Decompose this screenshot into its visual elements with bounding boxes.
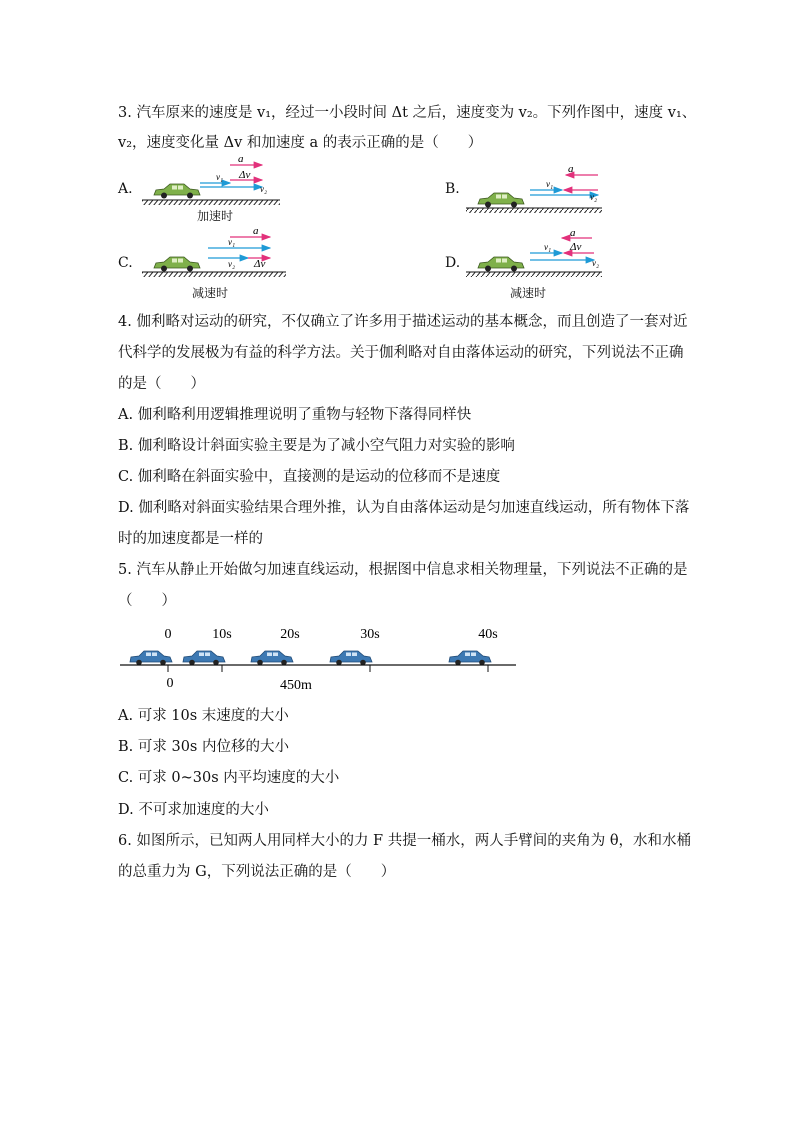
q3-option-b-figure: [462, 162, 612, 214]
q5-time-20s: 20s: [280, 627, 300, 642]
q3d-a-label: a: [570, 228, 576, 239]
q3b-a-label: a: [568, 163, 574, 175]
q3d-dv-label: Δv: [570, 241, 582, 253]
q3a-v1-label: v₁: [216, 172, 224, 182]
q6-stem-line1: 6. 如图所示，已知两人用同样大小的力 F 共提一桶水，两人手臂间的夹角为 θ，水和水桶: [118, 833, 692, 849]
q5-time-10s: 10s: [212, 627, 232, 642]
q3-option-d-label: D.: [445, 255, 461, 271]
q3-option-c-figure: [138, 224, 288, 284]
q3c-dv-label: Δv: [254, 258, 266, 270]
q3a-v2-label: v₂: [260, 184, 268, 194]
q6-stem-line2: 的总重力为 G，下列说法正确的是（ ）: [118, 864, 396, 880]
q4-option-a: A. 伽利略利用逻辑推理说明了重物与轻物下落得同样快: [118, 407, 472, 423]
q5-car-0: [130, 651, 172, 665]
q5-option-b: B. 可求 30s 内位移的大小: [118, 739, 289, 755]
q5-stem-line1: 5. 汽车从静止开始做匀加速直线运动，根据图中信息求相关物理量，下列说法不正确的是: [118, 562, 688, 578]
q5-time-30s: 30s: [360, 627, 380, 642]
q5-motion-figure: [118, 618, 518, 694]
q4-stem-line3: 的是（ ）: [118, 376, 205, 392]
q4-option-b: B. 伽利略设计斜面实验主要是为了减小空气阻力对实验的影响: [118, 438, 515, 454]
q3-option-c-label: C.: [118, 255, 133, 271]
q4-option-c: C. 伽利略在斜面实验中，直接测的是运动的位移而不是速度: [118, 469, 501, 485]
q3a-a-label: a: [238, 153, 244, 165]
q3b-v2-label: v₂: [590, 192, 598, 202]
q5-option-a: A. 可求 10s 末速度的大小: [118, 708, 289, 724]
q3-stem-line1: 3. 汽车原来的速度是 v₁，经过一小段时间 Δt 之后，速度变为 v₂。下列作图中，速度 v₁、: [118, 105, 697, 121]
q5-stem-line2: （ ）: [118, 593, 176, 609]
q3d-v1-label: v₁: [544, 242, 552, 252]
q3d-v2-label: v₂: [592, 258, 600, 268]
q3c-v2-label: v₂: [228, 259, 236, 269]
q3-option-b-label: B.: [445, 181, 460, 197]
q3-option-d-figure: [462, 228, 612, 284]
q5-car-10s: [183, 651, 225, 665]
q5-option-d: D. 不可求加速度的大小: [118, 802, 269, 818]
q3-option-d-caption: 减速时: [510, 286, 547, 300]
q5-time-40s: 40s: [478, 627, 498, 642]
q3-option-c-caption: 减速时: [192, 286, 229, 300]
q5-car-30s: [330, 651, 372, 665]
q5-pos-zero: 0: [166, 676, 174, 691]
q3a-dv-label: Δv: [239, 169, 251, 181]
q3c-v1-label: v₁: [228, 237, 236, 247]
q3-option-a-figure: [138, 152, 288, 214]
q3c-a-label: a: [253, 225, 259, 237]
q4-option-d: D. 伽利略对斜面实验结果合理外推，认为自由落体运动是匀加速直线运动，所有物体下落: [118, 500, 690, 516]
q5-option-c: C. 可求 0~30s 内平均速度的大小: [118, 770, 340, 786]
q3-option-a-label: A.: [118, 181, 133, 197]
q4-option-d-continued: 时的加速度都是一样的: [118, 531, 263, 547]
q4-stem-line2: 代科学的发展极为有益的科学方法。关于伽利略对自由落体运动的研究，下列说法不正确: [118, 345, 684, 361]
q4-stem-line1: 4. 伽利略对运动的研究，不仅确立了许多用于描述运动的基本概念，而且创造了一套对近: [118, 314, 688, 330]
q5-car-20s: [251, 651, 293, 665]
q3-stem-line2: v₂，速度变化量 Δv 和加速度 a 的表示正确的是（ ）: [118, 135, 483, 151]
q3-option-a-caption: 加速时: [197, 209, 234, 223]
q5-car-40s: [449, 651, 491, 665]
q5-pos-450m: 450m: [280, 678, 312, 693]
q5-time-0: 0: [164, 627, 172, 642]
q3b-v1-label: v₁: [546, 179, 554, 189]
